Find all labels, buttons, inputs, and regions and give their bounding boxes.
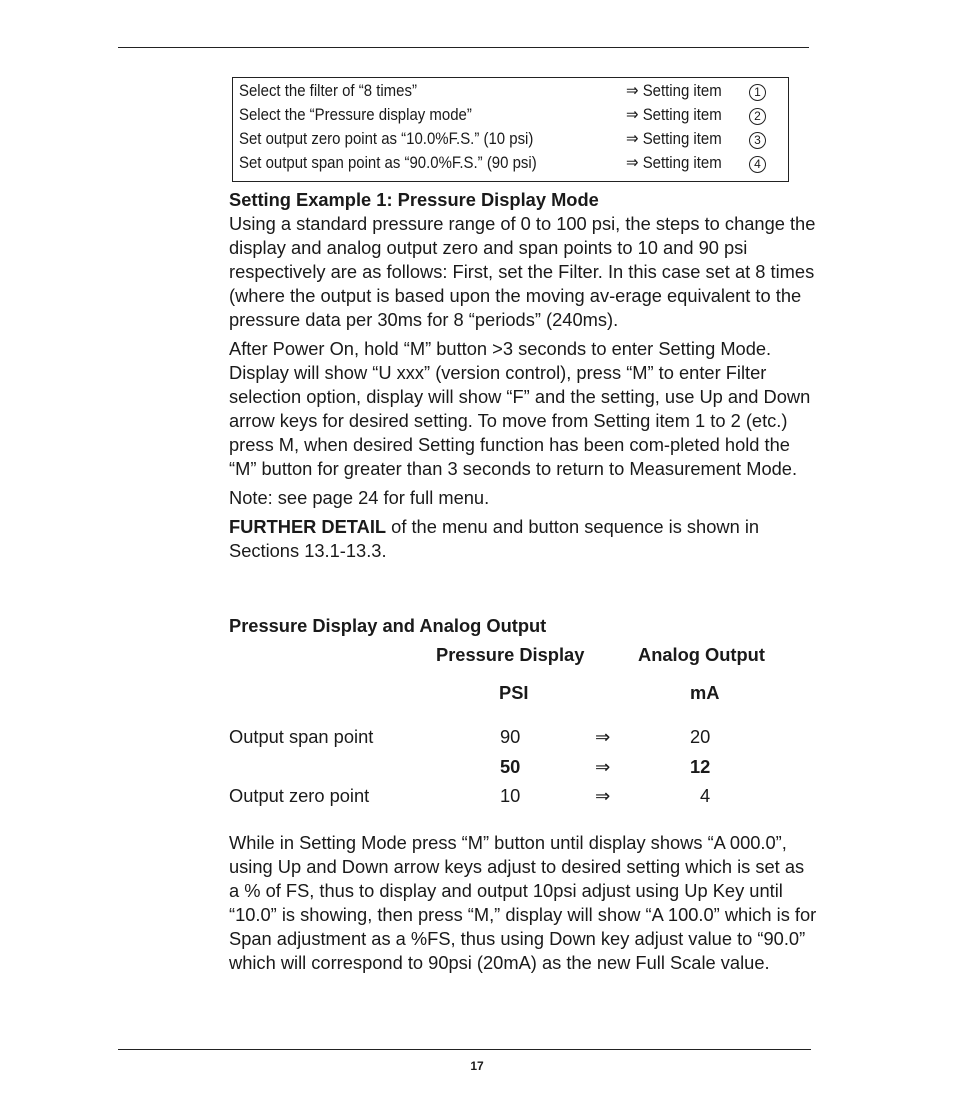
row-psi: 10: [500, 785, 521, 806]
setting-row-2: [233, 103, 788, 127]
unit-display: PSI: [499, 682, 529, 703]
setting-text: Set output zero point as “10.0%F.S.” (10 psi): [239, 129, 534, 148]
setting-text: Set output span point as “90.0%F.S.” (90 psi): [239, 153, 537, 172]
header-rule: [118, 47, 809, 48]
row-arrow: ⇒: [595, 756, 611, 777]
page-number: 17: [470, 1059, 484, 1073]
unit-output: mA: [690, 682, 720, 703]
setting-row-3: [233, 127, 788, 151]
circled-number-icon: 4: [749, 156, 766, 173]
body-content: [229, 188, 819, 568]
row-ma: 4: [700, 785, 711, 806]
final-paragraph: While in Setting Mode press “M” button until display shows “A 000.0”, using Up and Down arrow keys adjust to desired setting which is set as a % of FS, thus to display and output 10psi adjust using Up Key until “10.0” is showing, then press “M,” display will show “A 100.0” which is for Span adjustment as a %FS, thus using Down key adjust value to “90.0” which will correspond to 90psi (20mA) as the new Full Scale value.: [229, 832, 817, 973]
row-psi: 90: [500, 726, 521, 747]
setting-text: Select the “Pressure display mode”: [239, 105, 472, 124]
setting-arrow-label: ⇒ Setting item: [626, 81, 722, 100]
table-title: Pressure Display and Analog Output: [229, 615, 547, 636]
row-psi: 50: [500, 756, 521, 777]
example-paragraph-2: After Power On, hold “M” button >3 seconds to enter Setting Mode. Display will show “U xxx” (version control), press “M” to enter Filter selection option, display will show “F” and the setting, use Up and Down arrow keys for desired setting. To move from Setting item 1 to 2 (etc.) press M, when desired Setting function has been com-pleted hold the “M” button for greater than 3 seconds to return to Measurement Mode.: [229, 338, 811, 479]
further-detail-rest: of the menu and button sequence is shown in Sections 13.1-13.3.: [229, 516, 760, 561]
circled-number-icon: 1: [749, 84, 766, 101]
setting-text: Select the filter of “8 times”: [239, 81, 417, 100]
setting-arrow-label: ⇒ Setting item: [626, 105, 722, 124]
circled-number-icon: 2: [749, 108, 766, 125]
setting-row-4: [233, 151, 788, 175]
row-ma: 12: [690, 756, 711, 777]
setting-arrow-label: ⇒ Setting item: [626, 153, 722, 172]
column-header-output: Analog Output: [638, 644, 765, 665]
row-arrow: ⇒: [595, 726, 611, 747]
footer-rule: [118, 1049, 811, 1050]
row-arrow: ⇒: [595, 785, 611, 806]
row-ma: 20: [690, 726, 711, 747]
output-table: [229, 614, 819, 814]
example-heading: Setting Example 1: Pressure Display Mode: [229, 189, 599, 210]
note-text: Note: see page 24 for full menu.: [229, 487, 490, 508]
example-paragraph-1: Using a standard pressure range of 0 to 100 psi, the steps to change the display and analog output zero and span points to 10 and 90 psi respectively are as follows: First, set the Filter. In this case set at 8 times (where the output is based upon the moving av-erage equivalent to the pressure data per 30ms for 8 “periods” (240ms).: [229, 213, 816, 330]
column-header-display: Pressure Display: [436, 644, 585, 665]
setting-arrow-label: ⇒ Setting item: [626, 129, 722, 148]
setting-items-box: [232, 77, 789, 182]
row-label: Output span point: [229, 726, 374, 747]
further-detail-paragraph: [229, 515, 819, 563]
setting-row-1: [233, 79, 788, 103]
row-label: Output zero point: [229, 785, 370, 806]
further-detail-bold: FURTHER DETAIL: [229, 516, 387, 537]
circled-number-icon: 3: [749, 132, 766, 149]
